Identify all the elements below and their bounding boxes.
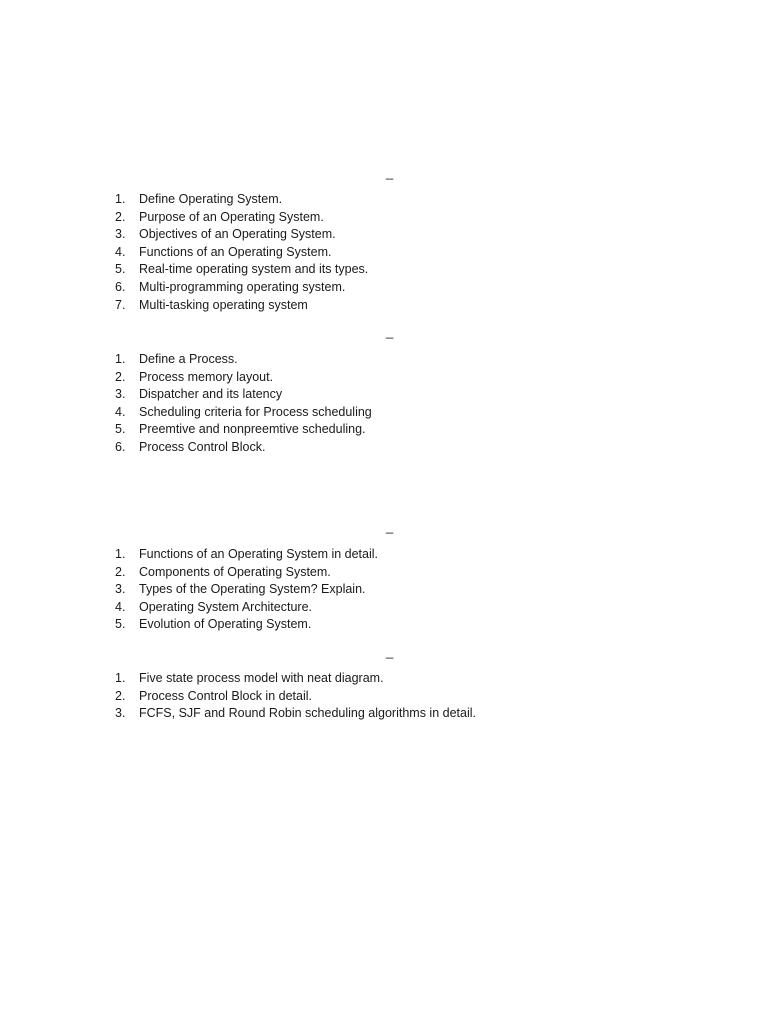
item-text: Five state process model with neat diagram.	[139, 671, 384, 685]
item-number: 2.	[115, 688, 126, 703]
item-text: Operating System Architecture.	[139, 599, 312, 614]
item-number: 2.	[115, 209, 126, 224]
item-text: FCFS, SJF and Round Robin scheduling algorithms in detail.	[139, 706, 476, 721]
item-text: Evolution of Operating System.	[139, 617, 312, 632]
item-number: 4.	[115, 599, 126, 614]
item-text: Components of Operating System.	[139, 564, 331, 579]
item-text: Objectives of an Operating System.	[139, 227, 336, 242]
item-text: Purpose of an Operating System.	[139, 209, 324, 224]
section-heading: _	[386, 324, 394, 339]
section-heading: _	[386, 165, 394, 180]
item-number: 1.	[115, 547, 126, 561]
item-number: 5.	[115, 422, 126, 437]
item-number: 5.	[115, 617, 126, 632]
item-number: 3.	[115, 582, 126, 597]
item-number: 2.	[115, 369, 126, 384]
item-text: Process Control Block in detail.	[139, 688, 312, 703]
item-number: 6.	[115, 439, 126, 454]
item-text: Functions of an Operating System in detail.	[139, 547, 379, 561]
item-number: 6.	[115, 279, 126, 294]
item-number: 1.	[115, 352, 126, 366]
item-number: 4.	[115, 404, 126, 419]
item-text: Process memory layout.	[139, 369, 274, 384]
item-text: Preemtive and nonpreemtive scheduling.	[139, 422, 366, 437]
item-text: Types of the Operating System? Explain.	[139, 582, 366, 597]
item-number: 2.	[115, 564, 126, 579]
item-number: 4.	[115, 244, 126, 259]
item-text: Process Control Block.	[139, 439, 266, 454]
item-number: 3.	[115, 387, 126, 402]
item-number: 1.	[115, 192, 126, 206]
item-text: Real-time operating system and its types.	[139, 262, 369, 277]
item-number: 3.	[115, 706, 126, 721]
item-text: Multi-programming operating system.	[139, 279, 346, 294]
item-number: 7.	[115, 297, 126, 312]
item-number: 3.	[115, 227, 126, 242]
item-text: Define Operating System.	[139, 192, 283, 206]
item-text: Multi-tasking operating system	[139, 297, 308, 312]
item-number: 1.	[115, 671, 126, 685]
item-number: 5.	[115, 262, 126, 277]
section-heading: _	[386, 519, 394, 534]
item-text: Scheduling criteria for Process scheduling	[139, 404, 372, 419]
item-text: Define a Process.	[139, 352, 238, 366]
section-heading: _	[386, 644, 394, 659]
item-text: Functions of an Operating System.	[139, 244, 332, 259]
item-text: Dispatcher and its latency	[139, 387, 283, 402]
